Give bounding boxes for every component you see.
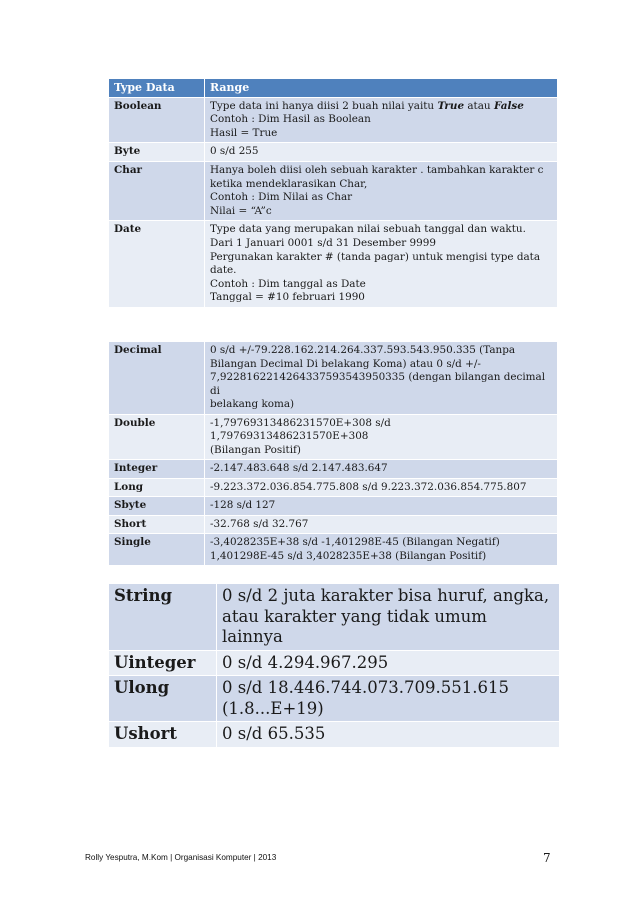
type-name: Long (109, 478, 205, 497)
header-range: Range (205, 79, 558, 98)
data-type-table-1 (108, 78, 558, 308)
range-line: 7,9228162214264337593543950335 (dengan bilangan decimal di (210, 371, 546, 397)
type-name: Ushort (109, 722, 217, 748)
type-name: Single (109, 534, 205, 566)
range-line: Hanya boleh diisi oleh sebuah karakter . tambahkan karakter c (210, 163, 544, 176)
header-type-data: Type Data (109, 79, 205, 98)
range-line: 0 s/d 2 juta karakter bisa huruf, angka, (222, 586, 550, 605)
type-range (217, 650, 560, 676)
type-range (205, 414, 558, 460)
type-name: Short (109, 515, 205, 534)
type-range (217, 584, 560, 651)
table-row (109, 221, 558, 308)
table-row (109, 722, 560, 748)
data-type-table-2 (108, 341, 558, 566)
range-line: (Bilangan Positif) (210, 443, 301, 456)
data-type-table-3 (108, 583, 560, 748)
range-line: Contoh : Dim tanggal as Date (210, 277, 366, 290)
table-row (109, 478, 558, 497)
range-line: 0 s/d 255 (210, 145, 259, 158)
range-line: Dari 1 Januari 0001 s/d 31 Desember 9999 (210, 236, 436, 249)
table-row (109, 497, 558, 516)
range-line: 0 s/d +/-79.228.162.214.264.337.593.543.950.335 (Tanpa (210, 344, 516, 356)
range-line: (1.8...E+19) (222, 698, 324, 718)
type-name: Boolean (109, 97, 205, 143)
table-row (109, 97, 558, 143)
table-row (109, 161, 558, 220)
range-line: -1,79769313486231570E+308 s/d 1,79769313486231570E+308 (210, 416, 391, 442)
type-name: Decimal (109, 342, 205, 415)
table-row (109, 460, 558, 479)
range-line: -32.768 s/d 32.767 (210, 517, 309, 530)
range-line: Contoh : Dim Hasil as Boolean (210, 113, 371, 126)
range-line: Tanggal = #10 februari 1990 (210, 291, 365, 304)
range-line: 0 s/d 18.446.744.073.709.551.615 (222, 678, 510, 697)
range-line: Contoh : Dim Nilai as Char (210, 191, 353, 204)
type-name: Integer (109, 460, 205, 479)
range-line: lainnya (222, 627, 283, 646)
footer-text: Rolly Yesputra, M.Kom | Organisasi Komputer | 2013 (85, 853, 277, 862)
type-range (205, 97, 558, 143)
range-line: Pergunakan karakter # (tanda pagar) untuk mengisi type data (210, 250, 541, 263)
table-row (109, 143, 558, 162)
type-range (205, 342, 558, 415)
range-line: 1,401298E-45 s/d 3,4028235E+38 (Bilangan Positif) (210, 549, 487, 562)
range-line: -128 s/d 127 (210, 499, 276, 511)
table-row (109, 414, 558, 460)
table-row (109, 650, 560, 676)
range-line: 0 s/d 4.294.967.295 (222, 652, 389, 672)
type-range (217, 722, 560, 748)
type-name: Char (109, 161, 205, 220)
page-number: 7 (543, 851, 551, 865)
type-range (205, 460, 558, 479)
range-line: atau karakter yang tidak umum (222, 606, 487, 626)
range-line: Hasil = True (210, 126, 278, 139)
type-name: Uinteger (109, 650, 217, 676)
range-line: Type data yang merupakan nilai sebuah tanggal dan waktu. (210, 223, 526, 236)
range-line: -3,4028235E+38 s/d -1,401298E-45 (Bilangan Negatif) (210, 536, 500, 548)
range-line: ketika mendeklarasikan Char, (210, 177, 368, 190)
range-line: belakang koma) (210, 398, 295, 410)
type-range (205, 143, 558, 162)
range-line: -2.147.483.648 s/d 2.147.483.647 (210, 462, 388, 474)
type-range (205, 497, 558, 516)
type-name: Ulong (109, 676, 217, 722)
type-name: Double (109, 414, 205, 460)
table-row (109, 342, 558, 415)
type-range (205, 161, 558, 220)
range-line: date. (210, 264, 237, 277)
range-line: -9.223.372.036.854.775.808 s/d 9.223.372.036.854.775.807 (210, 480, 527, 493)
type-range (217, 676, 560, 722)
table-header-row (109, 79, 558, 98)
type-name: String (109, 584, 217, 651)
type-range (205, 478, 558, 497)
table-row (109, 584, 560, 651)
type-name: Byte (109, 143, 205, 162)
type-name: Sbyte (109, 497, 205, 516)
table-row (109, 515, 558, 534)
type-range (205, 221, 558, 308)
range-line: Bilangan Decimal Di belakang Koma) atau 0 s/d +/- (210, 357, 481, 370)
range-line: 0 s/d 65.535 (222, 724, 326, 743)
type-name: Date (109, 221, 205, 308)
range-line: Nilai = “A”c (210, 204, 272, 217)
type-range (205, 515, 558, 534)
table-row (109, 676, 560, 722)
type-range (205, 534, 558, 566)
range-line: Type data ini hanya diisi 2 buah nilai yaitu True atau False (210, 99, 524, 112)
table-row (109, 534, 558, 566)
